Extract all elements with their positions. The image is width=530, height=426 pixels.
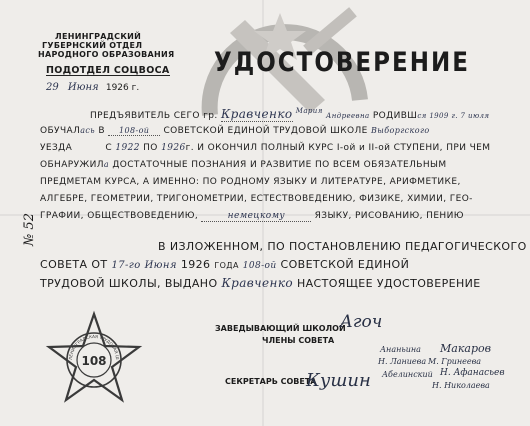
stamp-number: 108 — [81, 354, 107, 368]
text-in: В — [98, 126, 105, 136]
birth-field: ся 1909 г. 7 июля — [417, 112, 490, 120]
body-line-5: ПРЕДМЕТАМ КУРСА, А ИМЕННО: ПО РОДНОМУ ЯЗЫКУ И ЛИТЕРАТУРЕ, АРИФМЕТИКЕ, — [40, 177, 461, 187]
head-label: ЗАВЕДЫВАЮЩИЙ ШКОЛОЙ — [215, 324, 346, 333]
council-year: 1926 — [180, 258, 211, 271]
text-studied: ОБУЧАЛ — [40, 126, 81, 136]
text-from: С — [105, 143, 113, 153]
document-title: УДОСТОВЕРЕНИЕ — [214, 48, 470, 78]
body-line-1 — [90, 107, 489, 122]
text-social-studies: ГРАФИИ, ОБЩЕСТВОВЕДЕНИЮ, — [40, 211, 199, 221]
org-line-1: ЛЕНИНГРАДСКИЙ — [55, 32, 142, 41]
org-line-2: ГУБЕРНСКИЙ ОТДЕЛ — [42, 41, 143, 50]
member-signature-5: Абелинский — [382, 370, 433, 379]
stamp-ring-text: ЛЕНИНГРАДСКАЯ ТРУДОВАЯ Ш — [67, 333, 121, 361]
body-line-2 — [40, 126, 430, 136]
text-language-drawing: ЯЗЫКУ, РИСОВАНИЮ, ПЕНИЮ — [314, 211, 464, 221]
issue-year: 1926 г. — [105, 83, 140, 93]
text-full-course: ПОЛНЫЙ КУРС I-ой и II-ой СТУПЕНИ, ПРИ ЧЕМ — [260, 143, 491, 153]
school-number-field: 108-ой — [108, 126, 160, 136]
member-signature-7: Н. Николаева — [432, 381, 490, 390]
body-line-7 — [40, 211, 464, 222]
org-subdept — [46, 66, 170, 76]
body-line-10 — [40, 276, 481, 290]
issue-month: Июня — [67, 82, 99, 93]
text-issued: ТРУДОВОЙ ШКОЛЫ, ВЫДАНО — [40, 277, 218, 290]
issue-day: 29 — [46, 82, 59, 93]
body-line-9 — [40, 258, 409, 271]
secretary-label: СЕКРЕТАРЬ СОВЕТА — [225, 377, 317, 386]
member-signature-4: М. Гринеева — [428, 357, 482, 366]
issue-date — [46, 82, 139, 93]
subdept-text: ПОДОТДЕЛ СОЦВОСА — [46, 65, 170, 76]
text-bearer: ПРЕДЪЯВИТЕЛЬ СЕГО гр. — [90, 111, 218, 121]
body-line-3 — [40, 143, 490, 153]
member-signature-2: Макаров — [440, 342, 492, 355]
org-line-3: НАРОДНОГО ОБРАЗОВАНИЯ — [38, 50, 175, 59]
year-to-field: 1926 — [161, 143, 186, 153]
member-signature-3: Н. Ланиева — [378, 357, 427, 366]
member-signature-6: Н. Афанасьев — [440, 368, 505, 378]
firstname-field: Мария — [295, 107, 323, 115]
text-this-certificate: НАСТОЯЩЕЕ УДОСТОВЕРЕНИЕ — [296, 277, 481, 290]
district-field: Выборгского — [371, 126, 430, 135]
gender-suffix-1: ась — [80, 126, 96, 135]
text-council-from: СОВЕТА ОТ — [40, 258, 108, 271]
text-knowledge: ДОСТАТОЧНЫЕ ПОЗНАНИЯ И РАЗВИТИЕ ПО ВСЕМ ОБЯЗАТЕЛЬНЫМ — [112, 160, 447, 170]
body-line-6: АЛГЕБРЕ, ГЕОМЕТРИИ, ТРИГОНОМЕТРИИ, ЕСТЕСТВОВЕДЕНИЮ, ФИЗИКЕ, ХИМИИ, ГЕО- — [40, 194, 473, 204]
surname-field: Кравченко — [220, 107, 293, 121]
council-day-field: 17-го — [111, 260, 141, 271]
body-line-8: В ИЗЛОЖЕННОМ, ПО ПОСТАНОВЛЕНИЮ ПЕДАГОГИЧЕСКОГО — [158, 240, 527, 253]
registration-number: № 52 — [22, 213, 37, 246]
patronymic-field: Андреевна — [326, 112, 370, 120]
text-year: ГОДА — [214, 261, 239, 270]
text-showed: ОБНАРУЖИЛ — [40, 160, 104, 170]
foreign-language-field: немецкому — [201, 211, 311, 222]
text-school-type: СОВЕТСКОЙ ЕДИНОЙ ТРУДОВОЙ ШКОЛЕ — [163, 126, 368, 136]
council-school-field: 108-ой — [242, 261, 277, 271]
secretary-signature: Кушин — [306, 370, 371, 391]
text-uezd: УЕЗДА — [40, 143, 73, 153]
body-line-4 — [40, 160, 447, 170]
text-to: ПО — [143, 143, 158, 153]
members-label: ЧЛЕНЫ СОВЕТА — [262, 336, 335, 345]
text-finished: г. И ОКОНЧИЛ — [185, 143, 258, 153]
school-stamp — [44, 310, 144, 410]
text-unified: СОВЕТСКОЙ ЕДИНОЙ — [280, 258, 410, 271]
year-from-field: 1922 — [115, 143, 140, 153]
member-signature-1: Ананьина — [380, 345, 421, 354]
gender-suffix-2: а — [103, 160, 110, 169]
council-month-field: Июня — [144, 260, 177, 271]
recipient-field: Кравченко — [221, 276, 294, 290]
text-born: РОДИВШ — [372, 111, 418, 121]
head-signature: Агоч — [340, 312, 383, 332]
